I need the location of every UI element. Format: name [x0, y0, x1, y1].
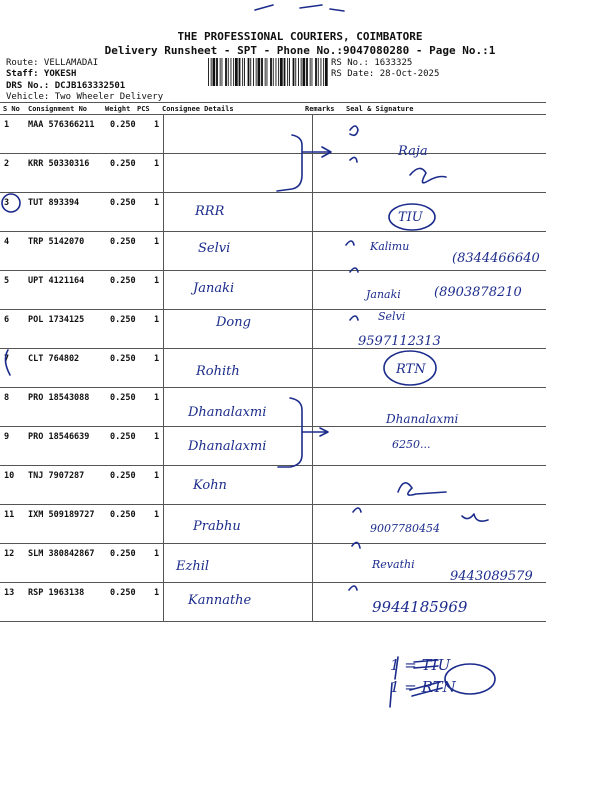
signature-row-11	[462, 514, 488, 521]
hw-seal-selvi: Selvi	[378, 310, 406, 323]
row-sno: 7	[4, 354, 10, 364]
row-sno: 10	[4, 471, 15, 481]
header-consignment: Consignment No	[28, 105, 88, 113]
hw-seal-phone-row13: 9944185969	[372, 598, 468, 616]
row-pcs: 1	[154, 471, 160, 481]
row-pcs: 1	[154, 393, 160, 403]
hw-consignee-prabhu: Prabhu	[193, 519, 241, 534]
header-seal: Seal & Signature	[346, 105, 414, 113]
row-pcs: 1	[154, 198, 160, 208]
hw-consignee-rrr: RRR	[195, 204, 225, 219]
row-consignment: PRO 18543088	[28, 393, 90, 403]
row-sno: 11	[4, 510, 15, 520]
row-consignment: KRR 50330316	[28, 159, 90, 169]
row-sno: 5	[4, 276, 10, 286]
arrow-rows-8-9	[302, 428, 328, 436]
row-pcs: 1	[154, 237, 160, 247]
row-sno: 4	[4, 237, 10, 247]
signature-row-2	[410, 168, 446, 182]
rs-date: RS Date: 28-Oct-2025	[331, 69, 440, 79]
row-weight: 0.250	[110, 432, 136, 442]
row-consignment: TUT 893394	[28, 198, 80, 208]
row-consignment: UPT 4121164	[28, 276, 85, 286]
hw-seal-phone-row5: (8903878210	[434, 285, 522, 300]
hw-legend-rtn: 1 = RTN	[390, 678, 456, 696]
row-sno: 9	[4, 432, 10, 442]
arrow-rows-1-2	[302, 147, 331, 157]
row-consignment: CLT 764802	[28, 354, 80, 364]
hw-consignee-kohn: Kohn	[193, 478, 227, 493]
row-pcs: 1	[154, 432, 160, 442]
hw-consignee-rohith: Rohith	[196, 364, 240, 379]
signature-row-10	[398, 483, 446, 495]
row-weight: 0.250	[110, 588, 136, 598]
hw-seal-dhanalaxmi: Dhanalaxmi	[386, 412, 459, 426]
staff-label: Staff: YOKESH	[6, 69, 77, 79]
row-weight: 0.250	[110, 198, 136, 208]
hw-consignee-ezhil: Ezhil	[176, 559, 210, 574]
page-title: THE PROFESSIONAL COURIERS, COIMBATORE	[177, 30, 423, 43]
tick-marks	[346, 126, 361, 590]
row-weight: 0.250	[110, 159, 136, 169]
hw-seal-revathi: Revathi	[372, 558, 415, 571]
row-consignment: RSP 1963138	[28, 588, 85, 598]
hw-consignee-janaki: Janaki	[193, 281, 235, 296]
top-scribble	[255, 5, 344, 11]
hw-consignee-selvi: Selvi	[198, 241, 231, 256]
row-weight: 0.250	[110, 237, 136, 247]
hw-seal-phone-row6: 9597112313	[358, 334, 441, 349]
bracket-rows-8-9	[278, 398, 302, 467]
row-pcs: 1	[154, 276, 160, 286]
row-sno: 8	[4, 393, 10, 403]
row-pcs: 1	[154, 354, 160, 364]
row-weight: 0.250	[110, 276, 136, 286]
row-pcs: 1	[154, 588, 160, 598]
header-pcs: PCS	[137, 105, 150, 113]
row-weight: 0.250	[110, 354, 136, 364]
hw-seal-phone-row9: 6250...	[392, 438, 431, 451]
header-sno: S No	[3, 105, 20, 113]
sno-3-circle	[2, 194, 20, 212]
header-weight: Weight	[105, 105, 131, 113]
row-sno: 12	[4, 549, 15, 559]
hw-seal-phone-row11: 9007780454	[370, 522, 440, 535]
row-sno: 13	[4, 588, 15, 598]
row-weight: 0.250	[110, 120, 136, 130]
hw-seal-raja: Raja	[398, 144, 428, 159]
row-sno: 1	[4, 120, 10, 130]
bracket-rows-1-2	[277, 135, 302, 191]
hw-seal-phone-row12: 9443089579	[450, 569, 533, 584]
row-pcs: 1	[154, 159, 160, 169]
row-consignment: TNJ 7907287	[28, 471, 85, 481]
page-subtitle: Delivery Runsheet - SPT - Phone No.:9047080280 - Page No.:1	[104, 44, 496, 57]
hw-seal-janaki: Janaki	[366, 288, 401, 301]
row-pcs: 1	[154, 510, 160, 520]
row-sno: 3	[4, 198, 10, 208]
hw-consignee-dong: Dong	[216, 315, 251, 330]
hw-seal-kalimu: Kalimu	[370, 240, 410, 253]
row-consignment: POL 1734125	[28, 315, 85, 325]
hw-legend-tiu: 1 = TIU	[390, 656, 451, 674]
rs-number: RS No.: 1633325	[331, 58, 413, 68]
row-weight: 0.250	[110, 549, 136, 559]
row-weight: 0.250	[110, 471, 136, 481]
route-label: Route: VELLAMADAI	[6, 58, 99, 68]
hw-seal-phone-row4: (8344466640	[452, 251, 540, 266]
row-pcs: 1	[154, 549, 160, 559]
hw-seal-tiu: TIU	[398, 210, 423, 225]
row-consignment: IXM 509189727	[28, 510, 95, 520]
row-consignment: SLM 380842867	[28, 549, 95, 559]
hw-consignee-dhanalaxmi-1: Dhanalaxmi	[188, 405, 267, 420]
row-pcs: 1	[154, 120, 160, 130]
row-weight: 0.250	[110, 510, 136, 520]
hw-seal-rtn: RTN	[396, 362, 426, 377]
row-consignment: PRO 18546639	[28, 432, 90, 442]
row-sno: 6	[4, 315, 10, 325]
row-sno: 2	[4, 159, 10, 169]
hw-consignee-kannathe: Kannathe	[188, 593, 252, 608]
sno-7-mark	[5, 350, 10, 375]
drs-number: DRS No.: DCJB163332501	[6, 81, 126, 91]
hw-consignee-dhanalaxmi-2: Dhanalaxmi	[188, 439, 267, 454]
row-pcs: 1	[154, 315, 160, 325]
row-weight: 0.250	[110, 315, 136, 325]
row-weight: 0.250	[110, 393, 136, 403]
vehicle-label: Vehicle: Two Wheeler Delivery	[6, 92, 164, 102]
header-consignee: Consignee Details	[162, 105, 234, 113]
header-remarks: Remarks	[305, 105, 335, 113]
row-consignment: TRP 5142070	[28, 237, 85, 247]
row-consignment: MAA 576366211	[28, 120, 95, 130]
